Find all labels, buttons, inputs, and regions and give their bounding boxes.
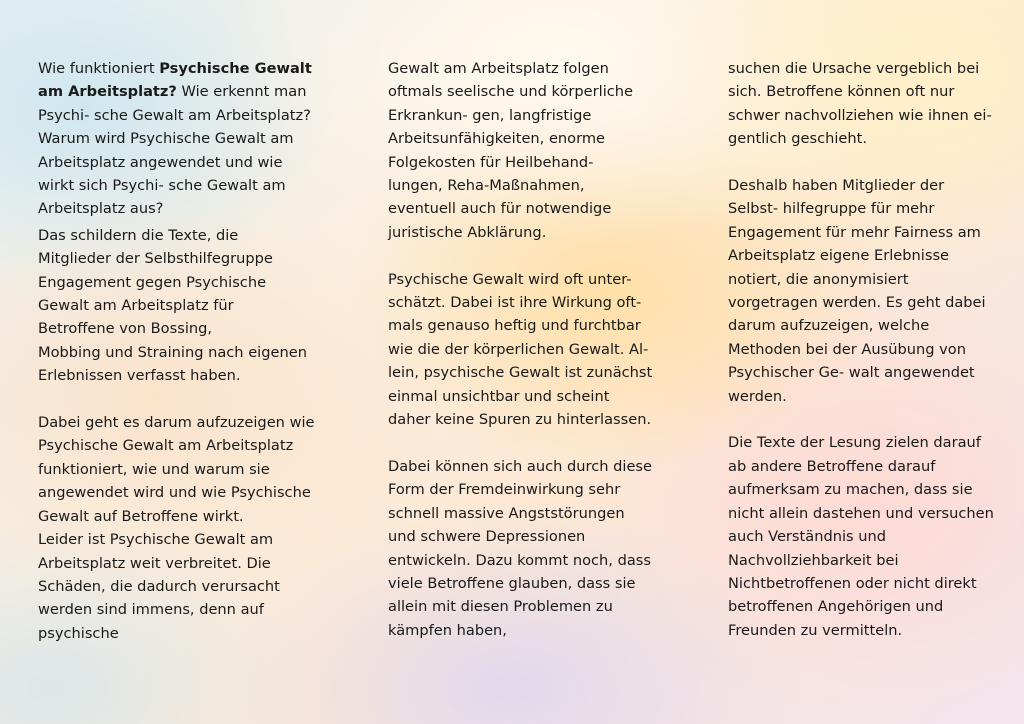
text-line: sich. Betroffene können oft nur [728, 83, 955, 101]
text-line: Gewalt auf Betroffene wirkt. [38, 507, 244, 525]
text-line: schätzt. Dabei ist ihre Wirkung oft- [388, 294, 642, 312]
text-line: Leider ist Psychische Gewalt am [38, 531, 274, 549]
text-line: Psychischer Ge- walt angewendet [728, 364, 975, 382]
text-line: Betroffene von Bossing, [38, 320, 213, 338]
text-line: Erkrankun- gen, langfristige [388, 106, 592, 124]
text-line: juristische Abklärung. [388, 223, 547, 241]
text-line: Freunden zu vermitteln. [728, 621, 903, 639]
text-line [38, 57, 328, 80]
text-line: Nichtbetroffenen oder nicht direkt [728, 574, 977, 592]
paragraph-intro-questions [38, 57, 328, 221]
paragraph-reading-goals [728, 431, 998, 642]
text-line: Engagement für mehr Fairness am [728, 223, 981, 241]
text-line: daher keine Spuren zu hinterlassen. [388, 411, 652, 429]
text-line: und schwere Depressionen [388, 528, 586, 546]
text-span: Wie funktioniert [38, 60, 160, 77]
text-line: Gewalt am Arbeitsplatz für [38, 297, 234, 315]
text-line: eventuell auch für notwendige [388, 200, 612, 218]
text-line: Dabei können sich auch durch diese [388, 457, 652, 475]
text-line: Psychi- sche Gewalt am Arbeitsplatz? [38, 106, 311, 124]
text-line: Die Texte der Lesung zielen darauf [728, 434, 981, 452]
text-line: gentlich geschieht. [728, 130, 867, 148]
text-line: Dabei geht es darum aufzuzeigen wie [38, 414, 315, 432]
text-line: Selbst- hilfegruppe für mehr [728, 200, 935, 218]
text-line: kämpfen haben, [388, 621, 507, 639]
text-line: Warum wird Psychische Gewalt am [38, 130, 294, 148]
text-line: mals genauso heftig und furchtbar [388, 317, 641, 335]
text-line: Arbeitsplatz eigene Erlebnisse [728, 247, 950, 265]
paragraph-underestimated [388, 268, 668, 432]
text-line: Gewalt am Arbeitsplatz folgen [388, 60, 609, 77]
text-line: aufmerksam zu machen, dass sie [728, 481, 973, 499]
text-line: vorgetragen werden. Es geht dabei [728, 294, 986, 312]
text-line: Engagement gegen Psychische [38, 273, 267, 291]
bold-phrase: am Arbeitsplatz? [38, 83, 177, 101]
text-line: psychische [38, 624, 119, 642]
paragraph-anxiety [388, 455, 668, 642]
text-line: lungen, Reha-Maßnahmen, [388, 177, 585, 195]
text-line: Methoden bei der Ausübung von [728, 340, 966, 358]
text-line: funktioniert, wie und warum sie [38, 460, 270, 478]
text-line: Arbeitsplatz weit verbreitet. Die [38, 554, 271, 572]
text-line: darum aufzuzeigen, welche [728, 317, 930, 335]
text-line: schnell massive Angststörungen [388, 504, 625, 522]
text-line: notiert, die anonymisiert [728, 270, 909, 288]
text-line: Nachvollziehbarkeit bei [728, 551, 899, 569]
bold-phrase: Psychische Gewalt [159, 60, 312, 77]
text-line: oftmals seelische und körperliche [388, 83, 634, 101]
text-line: Form der Fremdeinwirkung sehr [388, 481, 621, 499]
text-line: wirkt sich Psychi- sche Gewalt am [38, 177, 286, 195]
text-line: Mitglieder der Selbsthilfegruppe [38, 250, 273, 268]
text-line: lein, psychische Gewalt ist zunächst [388, 364, 653, 382]
text-line: suchen die Ursache vergeblich bei [728, 60, 980, 77]
text-line: Schäden, die dadurch verursacht [38, 577, 280, 595]
text-line: Psychische Gewalt am Arbeitsplatz [38, 437, 294, 455]
text-line: einmal unsichtbar und scheint [388, 387, 610, 405]
paragraph-purpose [38, 411, 328, 645]
text-line: schwer nachvollziehen wie ihnen ei- [728, 106, 992, 124]
text-line: Arbeitsunfähigkeiten, enorme [388, 130, 606, 148]
text-line: Psychische Gewalt wird oft unter- [388, 270, 632, 288]
text-line: Mobbing und Straining nach eigenen [38, 343, 307, 361]
text-line: Das schildern die Texte, die [38, 226, 239, 244]
paragraph-texts-description [38, 224, 328, 388]
text-line [38, 80, 328, 103]
text-column-left [38, 57, 328, 645]
text-line: Arbeitsplatz aus? [38, 200, 164, 218]
text-line: viele Betroffene glauben, dass sie [388, 574, 636, 592]
text-line: Erlebnissen verfasst haben. [38, 367, 241, 385]
text-line: nicht allein dastehen und versuchen [728, 504, 994, 522]
text-line: Folgekosten für Heilbehand- [388, 153, 594, 171]
text-line: wie die der körperlichen Gewalt. Al- [388, 340, 649, 358]
text-line: allein mit diesen Problemen zu [388, 598, 613, 616]
paragraph-self-help-group [728, 174, 998, 408]
text-line: Deshalb haben Mitglieder der [728, 177, 945, 195]
text-line: Arbeitsplatz angewendet und wie [38, 153, 283, 171]
paragraph-self-blame [728, 57, 998, 151]
text-line: entwickeln. Dazu kommt noch, dass [388, 551, 651, 569]
text-line: werden sind immens, denn auf [38, 601, 264, 619]
text-line: werden. [728, 387, 787, 405]
text-column-right [728, 57, 998, 642]
text-line: angewendet wird und wie Psychische [38, 484, 311, 502]
text-span: Wie erkennt man [176, 83, 307, 101]
text-line: betroffenen Angehörigen und [728, 598, 944, 616]
text-line: auch Verständnis und [728, 528, 887, 546]
text-line: ab andere Betroffene darauf [728, 457, 936, 475]
paragraph-consequences [388, 57, 668, 244]
text-column-middle [388, 57, 668, 642]
